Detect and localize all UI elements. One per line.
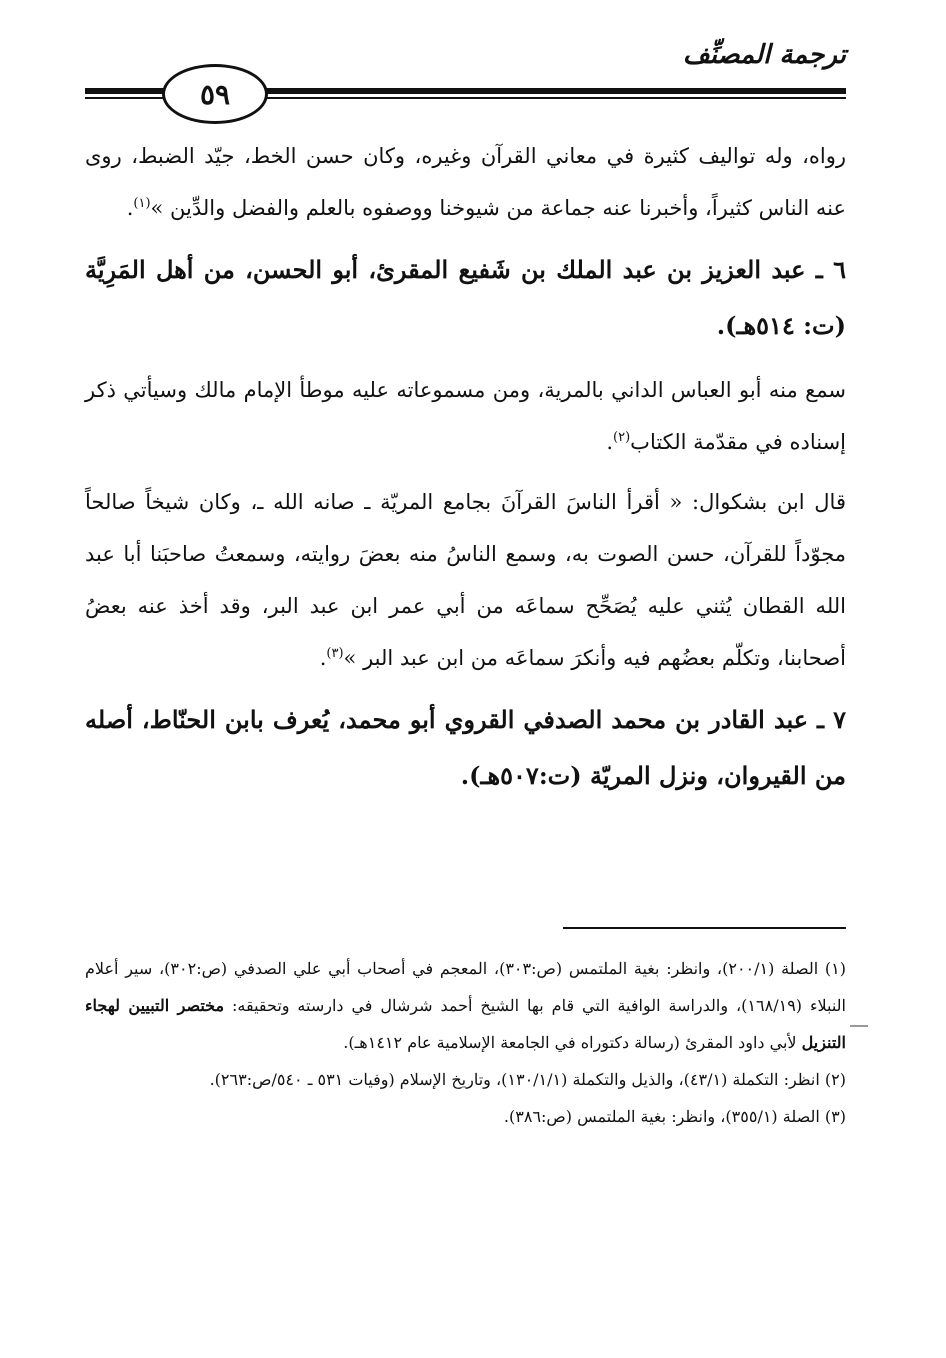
paragraph-2: سمع منه أبو العباس الداني بالمرية، ومن مسموعاته عليه موطأ الإمام مالك وسيأتي ذكر إسناده في مقدّمة الكتاب$^{(٢)}$.	[85, 378, 846, 454]
footnote-ref-1: (١)	[133, 196, 151, 211]
footnote-ref-3: (٣)	[326, 646, 344, 661]
footnotes	[85, 950, 846, 1135]
footnote-1-text-b: لأبي داود المقرئ (رسالة دكتوراه في الجامعة الإسلامية عام ١٤١٢هـ).	[343, 1033, 797, 1052]
paragraph-1-text: رواه، وله تواليف كثيرة في معاني القرآن وغيره، وكان حسن الخط، جيّد الضبط، روى عنه الناس كثيراً، وأخبرنا عنه جماعة من شيوخنا ووصفوه بالعلم والفضل والدِّين »	[85, 144, 846, 220]
footnote-separator	[563, 927, 846, 929]
paragraph-1: رواه، وله تواليف كثيرة في معاني القرآن وغيره، وكان حسن الخط، جيّد الضبط، روى عنه الناس كثيراً، وأخبرنا عنه جماعة من شيوخنا ووصفوه بالعلم والفضل والدِّين »$^{(١)}$.	[85, 144, 846, 220]
paragraph-3: قال ابن بشكوال: « أقرأ الناسَ القرآنَ بجامع المريّة ـ صانه الله ـ، وكان شيخاً صالحاً مجوّداً للقرآن، حسن الصوت به، وسمع الناسُ منه بعضَ روايته، وسمعتُ صاحبَنا أبا عبد الله القطان يُثني عليه يُصَحِّح سماعَه من أبي عمر ابن عبد البر، وقد أخذ عنه بعضُ أصحابنا، وتكلّم بعضُهم فيه وأنكرَ سماعَه من ابن عبد البر »$^{(٣)}$.	[85, 490, 846, 670]
margin-mark	[850, 1025, 868, 1027]
footnote-2: (٢) انظر: التكملة (٤٣/١)، والذيل والتكملة (١٣٠/١/١)، وتاريخ الإسلام (وفيات ٥٣١ ـ ٥٤٠/ص:٢٦٣).	[209, 1070, 846, 1089]
paragraph-3-text: قال ابن بشكوال: « أقرأ الناسَ القرآنَ بجامع المريّة ـ صانه الله ـ، وكان شيخاً صالحاً مجوّداً للقرآن، حسن الصوت به، وسمع الناسُ منه بعضَ روايته، وسمعتُ صاحبَنا أبا عبد الله القطان يُثني عليه يُصَحِّح سماعَه من أبي عمر ابن عبد البر، وقد أخذ عنه بعضُ أصحابنا، وتكلّم بعضُهم فيه وأنكرَ سماعَه من ابن عبد البر »	[85, 490, 846, 670]
main-text	[85, 130, 846, 814]
footnote-1-book-title: مختصر التبيين لهجاء التنزيل	[85, 996, 846, 1052]
footnote-1-text-a: (١) الصلة (٢٠٠/١)، وانظر: بغية الملتمس (ص:٣٠٣)، المعجم في أصحاب أبي علي الصدفي (ص:٣٠٢)، سير أعلام النبلاء (١٦٨/١٩)، والدراسة الوافية التي قام بها الشيخ أحمد شرشال في دارسته وتحقيقه:	[85, 959, 847, 1015]
footnote-ref-2: (٢)	[613, 430, 631, 445]
page-number: ٥٩	[199, 77, 231, 111]
footnote-3: (٣) الصلة (٣٥٥/١)، وانظر: بغية الملتمس (ص:٣٨٦).	[503, 1107, 846, 1126]
page-number-oval	[162, 64, 268, 124]
running-title: ترجمة المصنِّف	[682, 40, 846, 70]
entry-heading-6: ٦ ـ عبد العزيز بن عبد الملك بن شَفيع المقرئ، أبو الحسن، من أهل المَرِيَّة (ت: ٥١٤هـ).	[85, 255, 846, 340]
paragraph-2-text: سمع منه أبو العباس الداني بالمرية، ومن مسموعاته عليه موطأ الإمام مالك وسيأتي ذكر إسناده في مقدّمة الكتاب	[85, 378, 846, 454]
entry-heading-7: ٧ ـ عبد القادر بن محمد الصدفي القروي أبو محمد، يُعرف بابن الحنّاط، أصله من القيروان، ونزل المريّة (ت:٥٠٧هـ).	[85, 705, 847, 790]
footnote-1	[85, 950, 846, 1061]
